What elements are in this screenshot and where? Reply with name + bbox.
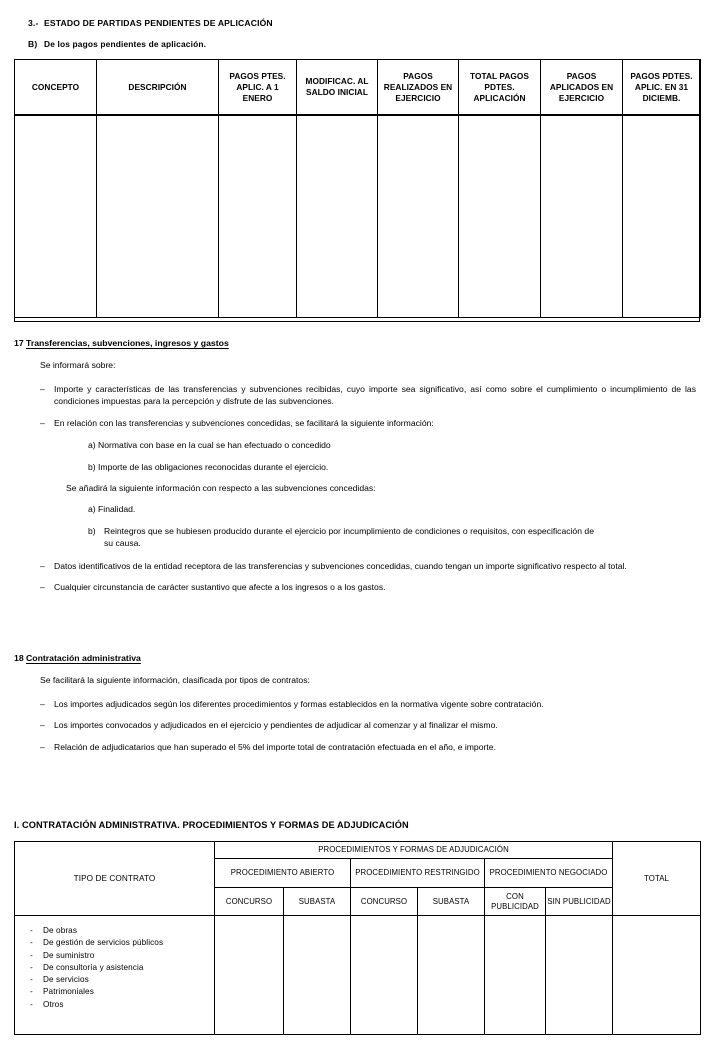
list-item xyxy=(40,417,714,429)
contract-type-2: De suministro xyxy=(43,950,95,960)
section-17-subitem-b1: b) Importe de las obligaciones reconocidas durante el ejercicio. xyxy=(88,461,329,472)
heading-3-estado-partidas xyxy=(0,18,714,28)
section-17-bullet-1: Importe y características de las transferencias y subvenciones recibidas, cuyo importe sea significativo, así como sobre el cumplimiento o incumplimiento de las condiciones impuestas para la percepción y disfrute de las subvenciones. xyxy=(54,384,696,407)
list-item xyxy=(40,741,714,753)
dash-marker: - xyxy=(30,999,33,1009)
cell-modificac[interactable] xyxy=(297,115,378,318)
list-item xyxy=(30,974,213,986)
heading-3-number: 3.- xyxy=(28,18,39,28)
cell-restringido-concurso[interactable] xyxy=(351,916,418,1035)
col-abierto-subasta: SUBASTA xyxy=(284,888,351,916)
contract-type-0: De obras xyxy=(43,926,78,935)
subitem-b2-label: b) xyxy=(88,525,96,536)
section-17-note: Se añadirá la siguiente información con respecto a las subvenciones concedidas: xyxy=(66,483,376,494)
section-17-bullet-2: En relación con las transferencias y subvenciones concedidas, se facilitará la siguiente información: xyxy=(54,417,434,428)
cell-abierto-subasta[interactable] xyxy=(284,916,351,1035)
cell-total[interactable] xyxy=(613,916,701,1035)
table-pagos-header-row xyxy=(15,60,701,116)
list-item xyxy=(30,986,213,998)
dash-marker: – xyxy=(40,417,45,428)
col-procedimiento-negociado: PROCEDIMIENTO NEGOCIADO xyxy=(485,859,613,888)
col-procedimiento-abierto: PROCEDIMIENTO ABIERTO xyxy=(215,859,351,888)
section-18-number: 18 xyxy=(14,653,24,663)
col-pagos-ptes-aplic-1-enero: PAGOS PTES. APLIC. A 1 ENERO xyxy=(219,60,297,116)
section-17-subitem-a2 xyxy=(88,503,714,515)
section-17-subitem-a1: a) Normativa con base en la cual se han efectuado o concedido xyxy=(88,440,331,451)
cell-restringido-subasta[interactable] xyxy=(418,916,485,1035)
col-descripcion: DESCRIPCIÓN xyxy=(97,60,219,116)
col-restringido-concurso: CONCURSO xyxy=(351,888,418,916)
col-concepto: CONCEPTO xyxy=(15,60,97,116)
dash-marker: - xyxy=(30,950,33,960)
dash-marker: – xyxy=(40,720,45,731)
contract-type-1: De gestión de servicios públicos xyxy=(43,938,164,948)
table-contratacion-header-row-1 xyxy=(15,842,701,859)
col-negociado-con-publicidad: CON PUBLICIDAD xyxy=(485,888,546,916)
cell-pagos-pdtes-diciembre[interactable] xyxy=(623,115,701,318)
cell-abierto-concurso[interactable] xyxy=(215,916,284,1035)
section-18 xyxy=(0,653,714,762)
list-item xyxy=(40,581,714,593)
dash-marker: – xyxy=(40,699,45,709)
dash-marker: - xyxy=(30,975,33,985)
col-tipo-de-contrato: TIPO DE CONTRATO xyxy=(15,842,215,916)
cell-pagos-aplicados[interactable] xyxy=(541,115,623,318)
section-17-bullet-3: Datos identificativos de la entidad receptora de las transferencias y subvenciones concedidas, cuando tengan un importe significativo respecto al total. xyxy=(54,560,627,571)
list-item xyxy=(30,950,213,962)
list-item xyxy=(40,698,714,710)
dash-marker: - xyxy=(30,987,33,997)
heading-b-text: De los pagos pendientes de aplicación. xyxy=(44,39,207,49)
dash-marker: - xyxy=(30,938,33,948)
table-contratacion-caption: I. CONTRATACIÓN ADMINISTRATIVA. PROCEDIMIENTOS Y FORMAS DE ADJUDICACIÓN xyxy=(14,820,409,830)
section-17-number: 17 xyxy=(14,338,24,348)
section-17-subitem-b2 xyxy=(88,525,714,550)
col-pagos-aplicados-ejercicio: PAGOS APLICADOS EN EJERCICIO xyxy=(541,60,623,116)
dash-marker: – xyxy=(40,560,45,571)
dash-marker: – xyxy=(40,582,45,593)
col-group-procedimientos: PROCEDIMIENTOS Y FORMAS DE ADJUDICACIÓN xyxy=(215,842,613,859)
cell-tipos-de-contrato xyxy=(15,916,215,1035)
list-item xyxy=(40,560,714,572)
col-procedimiento-restringido: PROCEDIMIENTO RESTRINGIDO xyxy=(351,859,485,888)
contract-type-3: De consultoría y asistencia xyxy=(43,962,144,972)
section-18-title-text: Contratación administrativa xyxy=(26,653,141,663)
table-pagos-pendientes xyxy=(14,59,701,318)
table-row xyxy=(15,115,701,318)
contract-type-6: Otros xyxy=(43,999,64,1009)
section-17 xyxy=(0,338,714,602)
col-pagos-pdtes-aplic-31-diciembre: PAGOS PDTES. APLIC. EN 31 DICIEMB. xyxy=(623,60,701,116)
col-modificac-saldo-inicial: MODIFICAC. AL SALDO INICIAL xyxy=(297,60,378,116)
col-pagos-realizados-ejercicio: PAGOS REALIZADOS EN EJERCICIO xyxy=(378,60,459,116)
section-17-title-text: Transferencias, subvenciones, ingresos y gastos xyxy=(26,338,229,348)
col-abierto-concurso: CONCURSO xyxy=(215,888,284,916)
heading-b-number: B) xyxy=(28,39,38,49)
section-18-bullet-1: Los importes adjudicados según los diferentes procedimientos y formas establecidos en la normativa vigente sobre contratación. xyxy=(54,699,544,709)
subitem-a2-label: a) xyxy=(88,504,96,515)
list-item xyxy=(30,962,213,974)
section-18-title xyxy=(0,653,714,663)
list-item xyxy=(40,719,714,731)
section-18-lead: Se facilitará la siguiente información, clasificada por tipos de contratos: xyxy=(40,675,310,685)
section-17-title xyxy=(0,338,714,348)
subitem-a2-text: Finalidad. xyxy=(98,504,136,515)
table-contratacion-administrativa xyxy=(14,841,701,1035)
section-17-lead: Se informará sobre: xyxy=(40,360,116,370)
section-18-bullet-2: Los importes convocados y adjudicados en el ejercicio y pendientes de adjudicar al comenzar y al finalizar el mismo. xyxy=(54,720,498,731)
list-item xyxy=(30,925,213,937)
cell-descripcion[interactable] xyxy=(97,115,219,318)
dash-marker: – xyxy=(40,384,45,394)
dash-marker: - xyxy=(30,962,33,972)
cell-negociado-sin-publicidad[interactable] xyxy=(546,916,613,1035)
contract-type-4: De servicios xyxy=(43,975,89,985)
cell-concepto[interactable] xyxy=(15,115,97,318)
contract-type-5: Patrimoniales xyxy=(43,987,94,997)
table-row xyxy=(15,916,701,1035)
heading-b-pagos-pendientes xyxy=(0,39,714,49)
heading-3-text: ESTADO DE PARTIDAS PENDIENTES DE APLICACIÓN xyxy=(44,18,273,28)
dash-marker: – xyxy=(40,741,45,752)
cell-negociado-con-publicidad[interactable] xyxy=(485,916,546,1035)
cell-pagos-ptes[interactable] xyxy=(219,115,297,318)
list-item xyxy=(30,999,213,1011)
col-restringido-subasta: SUBASTA xyxy=(418,888,485,916)
dash-marker: - xyxy=(30,926,33,935)
cell-total-pagos[interactable] xyxy=(459,115,541,318)
list-item xyxy=(30,937,213,949)
section-17-bullet-4: Cualquier circunstancia de carácter sustantivo que afecte a los ingresos o a los gastos. xyxy=(54,582,386,593)
contract-types-list xyxy=(16,916,213,1011)
cell-pagos-realizados[interactable] xyxy=(378,115,459,318)
subitem-b2-text: Reintegros que se hubiesen producido durante el ejercicio por incumplimiento de condiciones o requisitos, con especificación de su causa. xyxy=(104,525,594,549)
col-total-pagos-pdtes-aplicacion: TOTAL PAGOS PDTES. APLICACIÓN xyxy=(459,60,541,116)
section-18-bullet-3: Relación de adjudicatarios que han superado el 5% del importe total de contratación efectuada en el año, e importe. xyxy=(54,741,496,752)
col-total: TOTAL xyxy=(613,842,701,916)
col-negociado-sin-publicidad: SIN PUBLICIDAD xyxy=(546,888,613,916)
list-item xyxy=(40,383,714,408)
